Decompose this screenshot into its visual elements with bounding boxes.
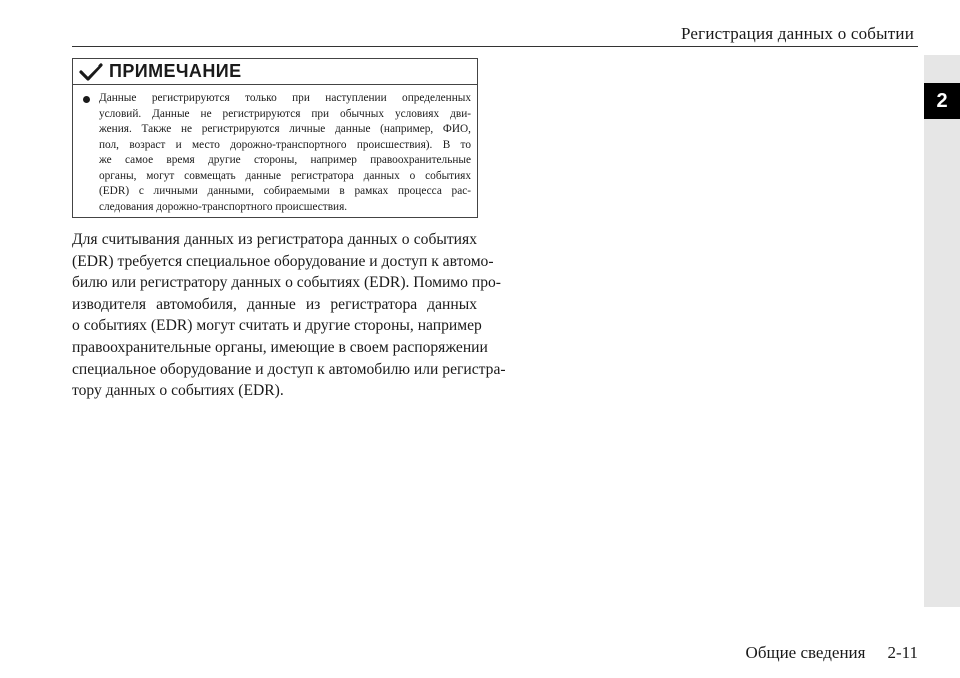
note-line: условий. Данные не регистрируются при обычных условиях дви- xyxy=(99,107,471,120)
body-line: о событиях (EDR) могут считать и другие стороны, например xyxy=(72,317,482,335)
footer-section-name: Общие сведения xyxy=(745,643,866,662)
note-line: Данные регистрируются только при наступлении определенных xyxy=(99,92,471,104)
note-line: (EDR) с личными данными, собираемыми в рамках процесса рас- xyxy=(99,185,471,197)
chapter-number-badge: 2 xyxy=(924,83,960,119)
page-header-title: Регистрация данных о событии xyxy=(681,24,914,43)
page-number: 2-11 xyxy=(887,643,918,662)
body-paragraph xyxy=(72,229,506,402)
note-heading: ПРИМЕЧАНИЕ xyxy=(109,61,242,81)
note-line: же самое время другие стороны, например правоохранительные xyxy=(99,154,471,166)
note-box xyxy=(72,58,478,218)
body-line: специальное оборудование и доступ к автомобилю или регистра- xyxy=(72,360,506,378)
body-line: тору данных о событиях (EDR). xyxy=(72,382,284,400)
body-line: (EDR) требуется специальное оборудование и доступ к автомо- xyxy=(72,252,494,270)
bullet-icon xyxy=(83,96,90,103)
note-line: пол, возраст и место дорожно-транспортного происшествия). В то xyxy=(99,138,471,151)
note-line: следования дорожно-транспортного происшествия. xyxy=(99,200,348,213)
note-body xyxy=(73,85,477,215)
page-footer xyxy=(746,643,918,663)
body-line: правоохранительные органы, имеющие в своем распоряжении xyxy=(72,338,488,356)
body-line: изводителя автомобиля, данные из регистратора данных xyxy=(72,295,477,313)
header-divider xyxy=(72,46,918,47)
note-line: жения. Также не регистрируются личные данные (например, ФИО, xyxy=(99,123,471,135)
note-line: органы, могут совмещать данные регистратора данных о событиях xyxy=(99,169,471,182)
checkmark-icon xyxy=(79,63,103,81)
body-line: Для считывания данных из регистратора данных о событиях xyxy=(72,231,477,248)
chapter-side-tab xyxy=(924,55,960,607)
note-header xyxy=(73,59,477,85)
body-line: билю или регистратору данных о событиях (EDR). Помимо про- xyxy=(72,274,501,292)
